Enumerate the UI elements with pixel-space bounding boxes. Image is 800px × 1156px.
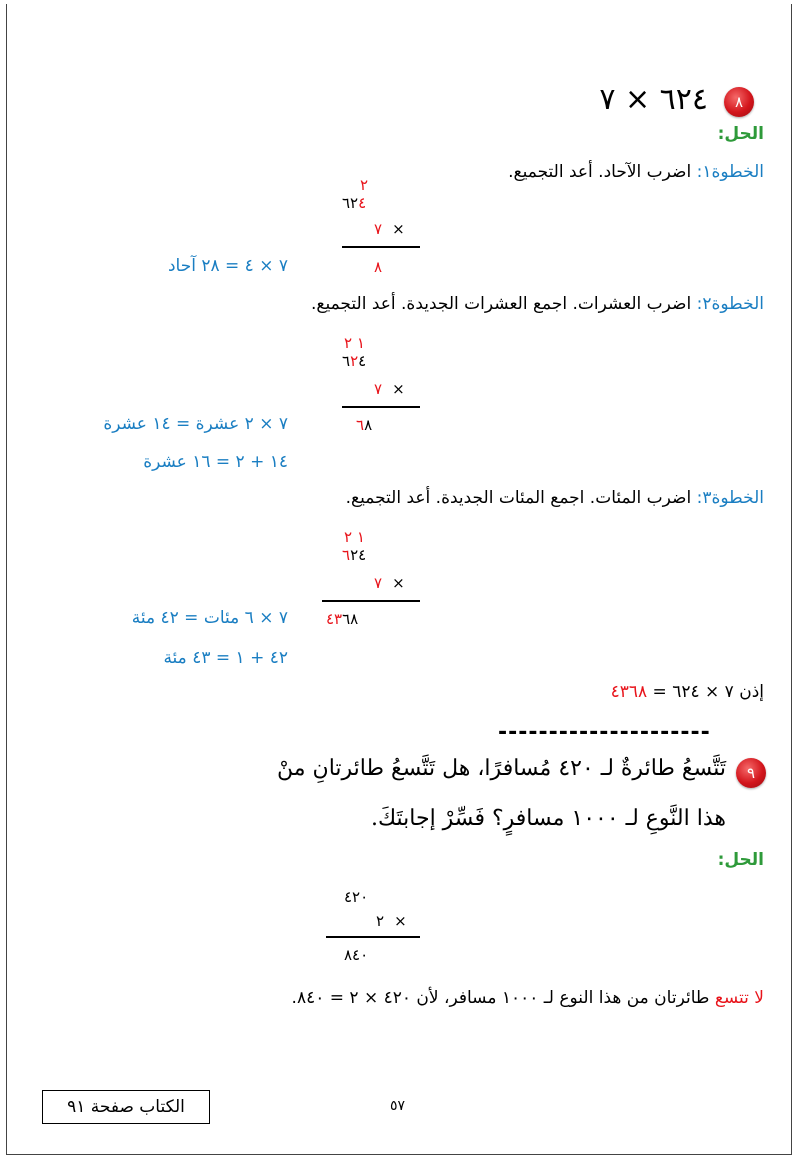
step-3-label: الخطوة٣: xyxy=(696,488,764,508)
step-2-multiplicand: ٦٢٤ xyxy=(342,352,367,370)
step-1-note: ٧ × ٤ = ٢٨ آحاد xyxy=(167,256,288,276)
step-1-multiplier-row: ٧ × xyxy=(374,220,405,238)
step-1-text: اضرب الآحاد. أعد التجميع. xyxy=(508,162,697,182)
step-3-note-1: ٧ × ٦ مئات = ٤٢ مئة xyxy=(131,608,288,628)
question-9-multiplier-row: ٢ × xyxy=(376,912,407,930)
step-3-note-2: ٤٢ + ١ = ٤٣ مئة xyxy=(163,648,288,668)
book-page-reference: الكتاب صفحة ٩١ xyxy=(42,1090,210,1124)
question-8-expression: ٦٢٤ × ٧ xyxy=(599,82,708,117)
step-3-carry: ١ ٢ xyxy=(344,528,365,546)
question-9-multiplicand: ٤٢٠ xyxy=(344,888,369,906)
question-9-result: ٨٤٠ xyxy=(344,946,369,964)
page-number: ٥٧ xyxy=(390,1098,406,1114)
step-3-multiplier-row: ٧ × xyxy=(374,574,405,592)
step-3-text: اضرب المئات. اجمع المئات الجديدة. أعد التجميع. xyxy=(345,488,697,508)
solution-label: الحل: xyxy=(717,124,764,144)
final-answer: ٤٣٦٨ xyxy=(610,682,648,702)
step-1-carry: ٢ xyxy=(360,176,369,194)
question-9-text-line-2: هذا النَّوعِ لـ ١٠٠٠ مسافرٍ؟ فَسِّرْ إجابتَكَ. xyxy=(370,806,726,831)
step-2-multiplier-row: ٧ × xyxy=(374,380,405,398)
step-3-multiplicand: ٦٢٤ xyxy=(342,546,367,564)
question-9-text-line-1: تَتَّسعُ طائرةٌ لـ ٤٢٠ مُسافرًا، هل تَتَّسعُ طائرتانِ منْ xyxy=(277,756,726,781)
step-2-note-1: ٧ × ٢ عشرة = ١٤ عشرة xyxy=(103,414,288,434)
step-1-multiplicand: ٦٢٤ xyxy=(342,194,367,212)
step-2-carry: ١ ٢ xyxy=(344,334,365,352)
question-9-solution-label: الحل: xyxy=(717,850,764,870)
step-3-result: ٤٣٦٨ xyxy=(326,610,359,628)
step-2-label: الخطوة٢: xyxy=(696,294,764,314)
question-9-rule xyxy=(326,936,420,938)
step-2-instruction xyxy=(311,294,764,314)
step-2-note-2: ١٤ + ٢ = ١٦ عشرة xyxy=(143,452,288,472)
step-2-rule xyxy=(342,406,420,408)
question-8-badge: ٨ xyxy=(724,87,754,117)
question-9-answer: لا تتسع طائرتان من هذا النوع لـ ١٠٠٠ مسافر، لأن ٤٢٠ × ٢ = ٨٤٠. xyxy=(291,988,764,1008)
question-8-conclusion: إذن ٧ × ٦٢٤ = ٤٣٦٨ xyxy=(610,682,764,702)
dashed-separator: --------------------- xyxy=(498,720,711,745)
step-1-rule xyxy=(342,246,420,248)
step-2-result: ٦٨ xyxy=(356,416,373,434)
question-9-badge: ٩ xyxy=(736,758,766,788)
step-1-instruction xyxy=(508,162,764,182)
step-3-rule xyxy=(322,600,420,602)
step-1-result: ٨ xyxy=(374,258,383,276)
step-1-label: الخطوة١: xyxy=(696,162,764,182)
step-3-instruction xyxy=(346,488,764,508)
step-2-text: اضرب العشرات. اجمع العشرات الجديدة. أعد التجميع. xyxy=(311,294,697,314)
